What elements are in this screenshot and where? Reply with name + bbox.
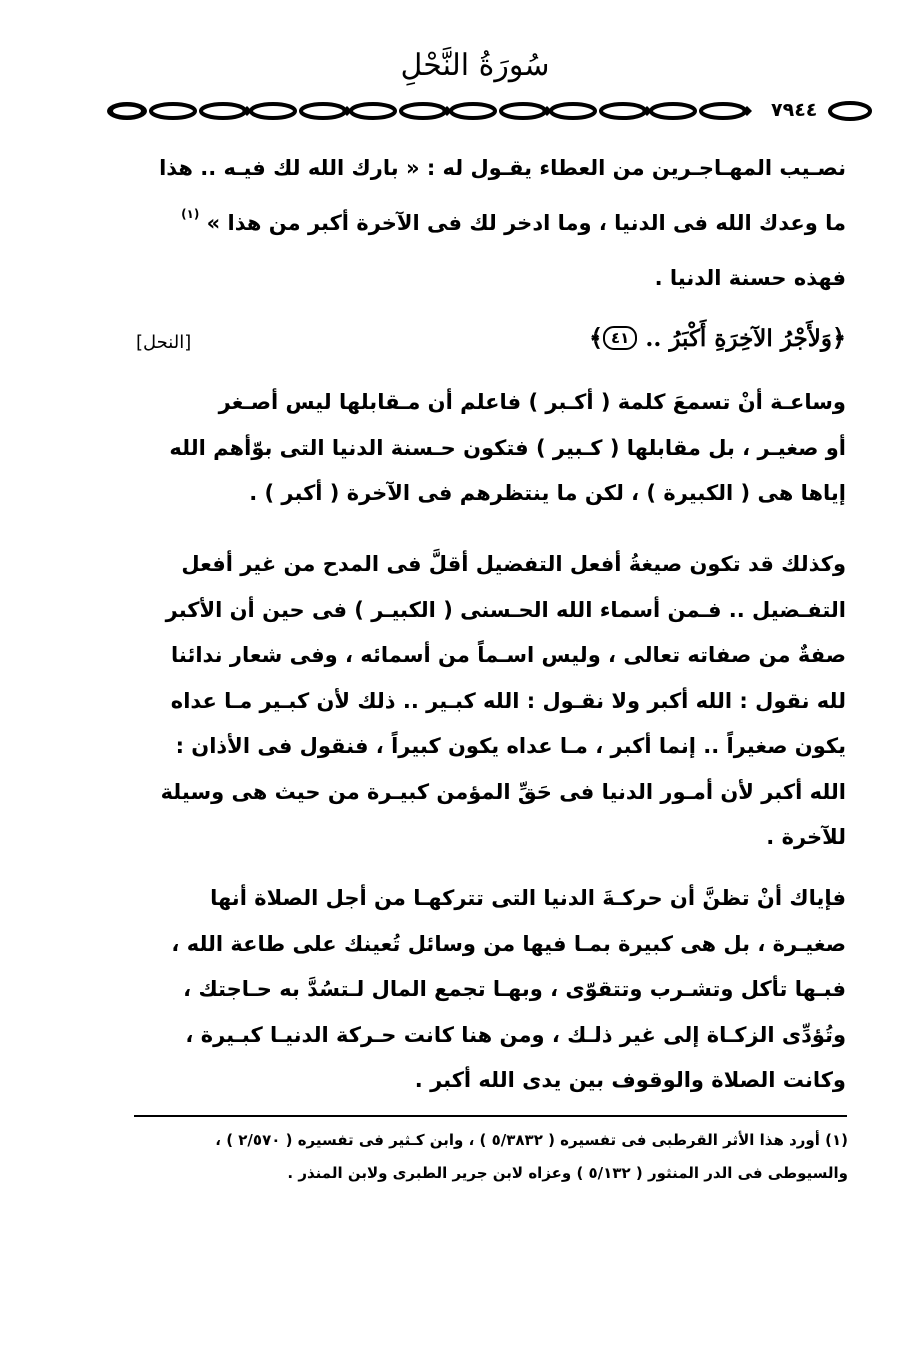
paragraph-4 [134, 380, 846, 517]
paragraph-5-line-7: للآخرة . [766, 825, 846, 849]
page-number-ornament [828, 101, 872, 121]
paragraph-5-line-2: التفـضيل .. فـمن أسماء الله الحـسنى ( الكبيـر ) فى حين أن الأكبر [165, 597, 846, 622]
paragraph-5 [134, 542, 846, 861]
footnote-line-2: والسيوطى فى الدر المنثور ( ٥/١٣٢ ) وعزاه لابن جرير الطبرى ولابن المنذر . [287, 1164, 848, 1182]
verse-close-bracket: ﴾ [588, 323, 603, 352]
footnotes [134, 1124, 848, 1190]
header-ornament [105, 101, 770, 121]
ornament-link [251, 104, 295, 118]
paragraph-5-line-1: وكذلك قد تكون صيغةُ أفعل التفضيل أقلَّ فى المدح من غير أفعل [181, 552, 846, 576]
paragraph-1-line-1: نصـيب المهـاجـرين من العطاء يقـول له : « بارك الله لك فيـه .. هذا [159, 156, 846, 180]
ornament-link [351, 104, 395, 118]
paragraph-6 [134, 876, 846, 1104]
ornament-link [551, 104, 595, 118]
paragraph-5-line-3: صفةٌ من صفاته تعالى ، وليس اسـماً من أسمائه ، وفى شعار ندائنا [170, 643, 846, 667]
paragraph-1-line-2-text: ما وعدك الله فى الدنيا ، وما ادخر لك فى الآخرة أكبر من هذا » [206, 210, 846, 235]
verse-open-bracket: ﴿ [831, 323, 846, 352]
paragraph-4-line-2: أو صغيـر ، بل مقابلها ( كـبير ) فتكون حـسنة الدنيا التى بوّأهم الله [169, 435, 846, 460]
page-number: ٧٩٤٤ [771, 99, 818, 121]
surah-title: سُورَةُ النَّحْلِ [400, 48, 550, 83]
paragraph-1 [134, 146, 846, 246]
ornament-link [401, 104, 445, 118]
ornament-link [701, 104, 745, 118]
ornament-link [501, 104, 545, 118]
paragraph-5-line-4: لله نقول : الله أكبر ولا نقـول : الله كبـير .. ذلك لأن كبـير مـا عداه [170, 688, 846, 713]
paragraph-4-line-3: إياها هى ( الكبيرة ) ، لكن ما ينتظرهم فى الآخرة ( أكبر ) . [249, 481, 846, 505]
ornament-link [301, 104, 345, 118]
verse-reference: [النحل] [136, 332, 192, 353]
paragraph-6-line-5: وكانت الصلاة والوقوف بين يدى الله أكبر . [414, 1068, 846, 1092]
footnote-divider [134, 1115, 847, 1117]
quran-verse [470, 318, 846, 359]
ornament-link [201, 104, 245, 118]
footnote-marker: (١) [181, 206, 200, 221]
ornament-link [451, 104, 495, 118]
ornament-link [651, 104, 695, 118]
paragraph-5-line-5: يكون صغيراً .. إنما أكبر ، مـا عداه يكون كبيراً ، فنقول فى الأذان : [175, 734, 846, 758]
paragraph-6-line-4: وتُؤدِّى الزكـاة إلى غير ذلـك ، ومن هنا كانت حـركة الدنيـا كبـيرة ، [185, 1022, 846, 1047]
ornament-link [601, 104, 645, 118]
ayah-number: ٤١ [603, 326, 637, 350]
paragraph-6-line-2: صغيـرة ، بل هى كبيرة بمـا فيها من وسائل تُعينك على طاعة الله ، [171, 931, 846, 956]
ornament-link [151, 104, 195, 118]
paragraph-5-line-6: الله أكبر لأن أمـور الدنيا فى حَقِّ المؤمن كبيـرة من حيث هى وسيلة [160, 779, 846, 804]
paragraph-4-line-1: وساعـة أنْ تسمعَ كلمة ( أكـبر ) فاعلم أن مـقابلها ليس أصـغر [218, 390, 846, 414]
footnote-line-1: (١) أورد هذا الأثر القرطبى فى تفسيره ( ٥/٣٨٣٢ ) ، وابن كـثير فى تفسيره ( ٢/٥٧٠ ) ، [215, 1131, 848, 1149]
paragraph-6-line-3: فبـها تأكل وتشـرب وتتقوّى ، وبهـا تجمع المال لـتسُدَّ به حـاجتك ، [183, 977, 846, 1001]
paragraph-1-line-2 [134, 192, 846, 247]
verse-text: وَلأَجْرُ الآخِرَةِ أَكْبَرُ .. [645, 325, 832, 352]
paragraph-2: فهذه حسنة الدنيا . [654, 266, 846, 290]
paragraph-6-line-1: فإياك أنْ تظنَّ أن حركـةَ الدنيا التى تتركهـا من أجل الصلاة أنها [210, 886, 846, 910]
